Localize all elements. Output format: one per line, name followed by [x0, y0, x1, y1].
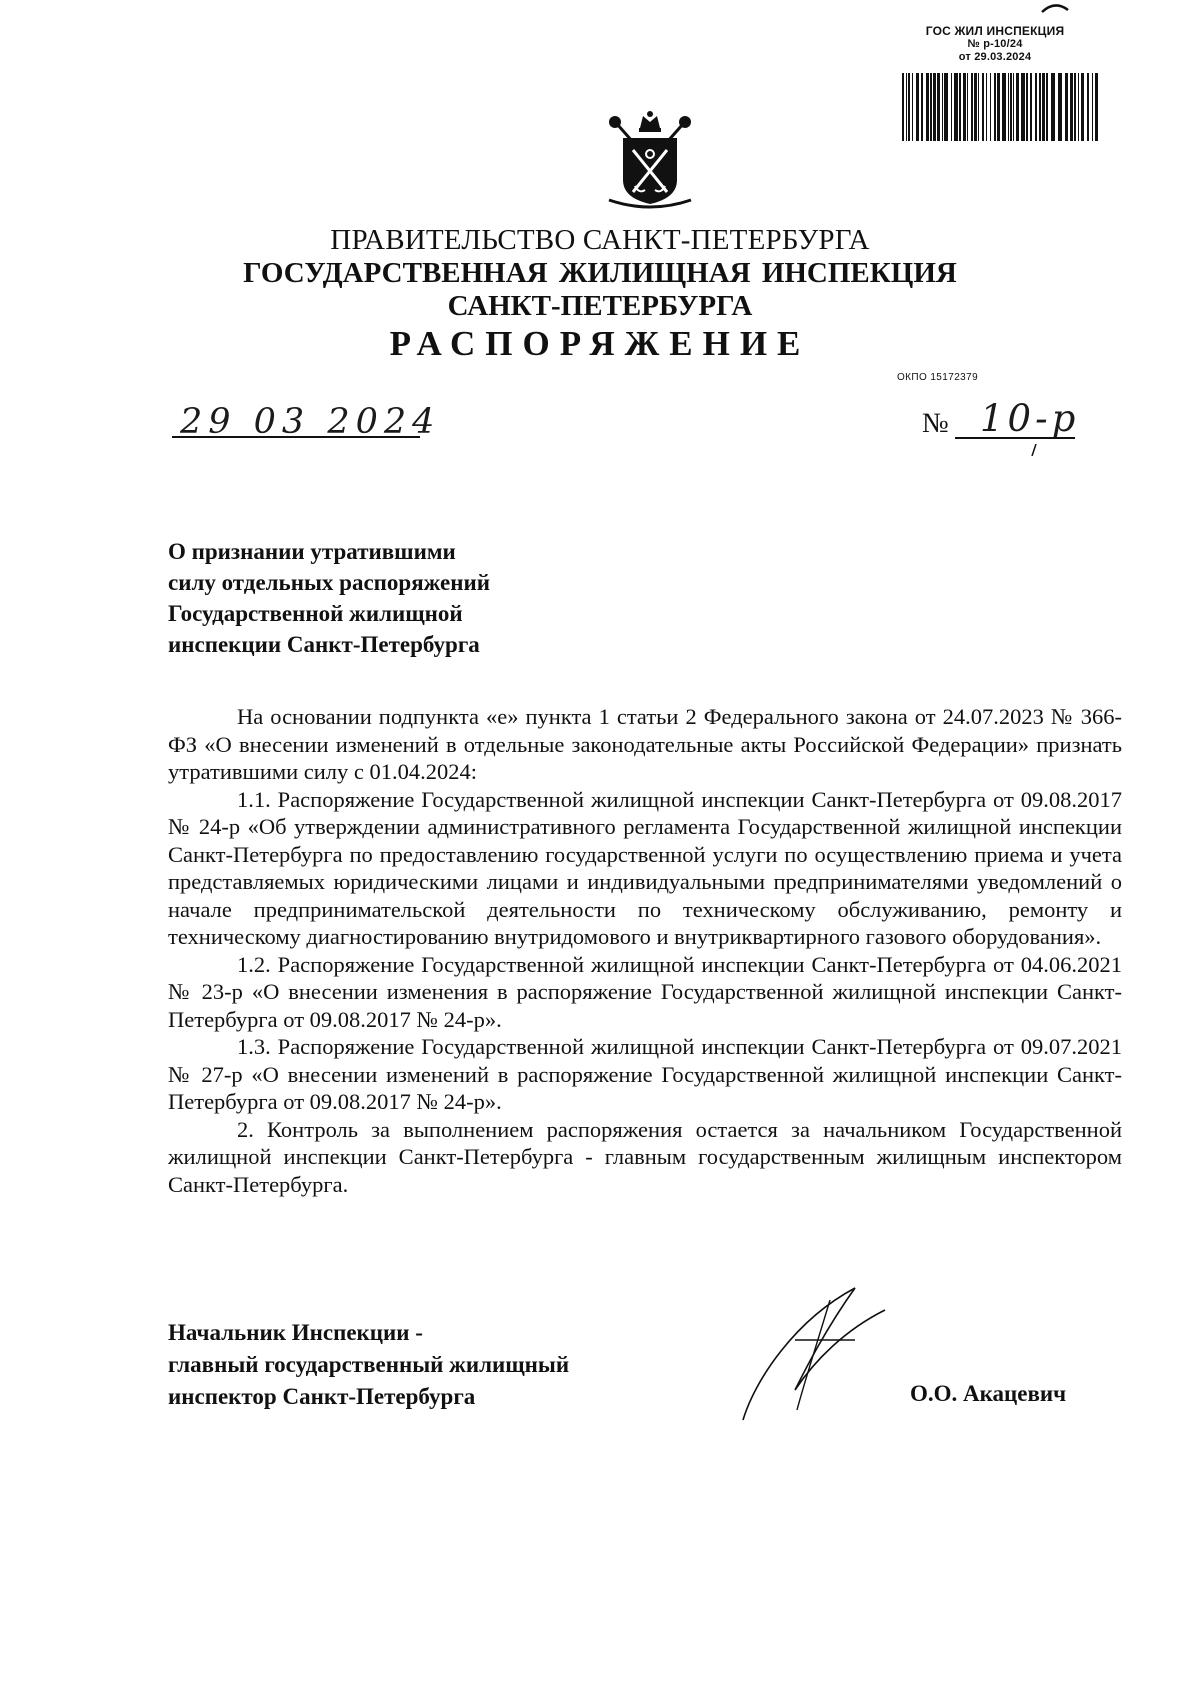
barcode-bar — [1030, 73, 1032, 141]
barcode-bar — [1002, 73, 1006, 141]
barcode-bar — [1095, 73, 1098, 141]
barcode-bar — [951, 73, 952, 141]
subject-line: Государственной жилищной — [168, 601, 463, 626]
intro-paragraph: На основании подпункта «е» пункта 1 статьи 2 Федерального закона от 24.07.2023 № 366-ФЗ «О внесении изменений в отдельные законодательные акты Российской Федерации» признать утратившими силу с 01.04.2024: — [168, 704, 1122, 784]
barcode-bar — [933, 73, 936, 141]
barcode-bar — [921, 73, 923, 141]
barcode-bar — [1008, 73, 1009, 141]
barcode-bar — [954, 73, 958, 141]
barcode-bar — [1016, 73, 1019, 141]
handwritten-number: 10-р — [980, 397, 1080, 440]
item-1-3: 1.3. Распоряжение Государственной жилищной инспекции Санкт-Петербурга от 09.07.2021 № 27-р «О внесении изменений в распоряжение Государственной жилищной инспекции Санкт-Петербурга от 09.08.2017 № 24-р». — [168, 1034, 1122, 1114]
barcode-bar — [916, 73, 919, 141]
barcode-bar — [908, 73, 910, 141]
signatory-name: О.О. Акацевич — [910, 1381, 1067, 1406]
stamp-line-3: от 29.03.2024 — [958, 51, 1032, 63]
subject-line: инспекции Санкт-Петербурга — [168, 632, 480, 657]
barcode-bar — [937, 73, 940, 141]
barcode-bar — [930, 73, 932, 141]
barcode-bar — [971, 73, 973, 141]
inspection-name: ГОСУДАРСТВЕННАЯ ЖИЛИЩНАЯ ИНСПЕКЦИЯ — [243, 257, 957, 289]
pen-tick-icon — [1030, 444, 1038, 456]
inspection-city: САНКТ-ПЕТЕРБУРГА — [447, 290, 753, 322]
item-1-2: 1.2. Распоряжение Государственной жилищной инспекции Санкт-Петербурга от 04.06.2021 № 23-р «О внесении изменения в распоряжение Государственной жилищной инспекции Санкт-Петербурга от 09.08.2017 № 24-р». — [168, 951, 1122, 1032]
position-line: главный государственный жилищный — [168, 1352, 570, 1377]
barcode-bar — [1035, 73, 1037, 141]
registration-stamp — [890, 25, 1100, 64]
stamp-line-2: № р-10/24 — [967, 38, 1023, 50]
stamp-mark-icon — [1040, 0, 1070, 14]
barcode-bar — [1092, 73, 1093, 141]
document-subject — [168, 536, 490, 660]
barcode-bar — [1042, 73, 1045, 141]
item-2: 2. Контроль за выполнением распоряжения остается за начальником Государственной жилищной инспекции Санкт-Петербурга - главным государственным жилищным инспектором Санкт-Петербурга. — [168, 1116, 1122, 1197]
barcode-bar — [990, 73, 991, 141]
barcode-bar — [1058, 73, 1062, 141]
document-body — [168, 703, 1122, 1198]
stamp-line-1: ГОС ЖИЛ ИНСПЕКЦИЯ — [925, 24, 1065, 38]
barcode-bar — [912, 73, 913, 141]
barcode-bar — [906, 73, 907, 141]
barcode-bar — [1070, 73, 1073, 141]
position-line: инспектор Санкт-Петербурга — [168, 1384, 476, 1409]
barcode-bar — [994, 73, 996, 141]
barcode-bar — [986, 73, 987, 141]
saint-petersburg-coat-of-arms-icon — [595, 110, 705, 210]
barcode-bar — [1013, 73, 1014, 141]
barcode-bar — [1010, 73, 1012, 141]
handwritten-signature-icon — [735, 1280, 895, 1425]
barcode-bar — [1087, 73, 1089, 141]
barcode-bar — [1039, 73, 1041, 141]
item-1-1: 1.1. Распоряжение Государственной жилищной инспекции Санкт-Петербурга от 09.08.2017 № 24-р «Об утверждении административного регламента Государственной жилищной инспекции Санкт-Петербурга по предоставлению государственной услуги по осуществлению приема и учета представляемых юридическими лицами и индивидуальными предпринимателями уведомлений о начале предпринимательской деятельности по техническому обслуживанию, ремонту и техническому диагностированию внутридомового и внутриквартирного газового оборудования». — [168, 786, 1122, 949]
position-line: Начальник Инспекции - — [168, 1320, 423, 1345]
barcode-bar — [1026, 73, 1028, 141]
barcode-bar — [997, 73, 1000, 141]
date-underline — [172, 436, 420, 438]
government-name: ПРАВИТЕЛЬСТВО САНКТ-ПЕТЕРБУРГА — [330, 224, 870, 256]
barcode-bar — [1046, 73, 1048, 141]
barcode-bar — [1078, 73, 1079, 141]
barcode-bar — [1065, 73, 1068, 141]
barcode-bar — [944, 73, 948, 141]
barcode-bar — [1081, 73, 1084, 141]
barcode-bar — [1051, 73, 1055, 141]
barcode-bar — [942, 73, 943, 141]
barcode-bar — [1021, 73, 1025, 141]
number-sign: № — [922, 408, 949, 439]
barcode-bar — [902, 73, 904, 141]
barcode-bar — [982, 73, 984, 141]
barcode-icon — [900, 73, 1100, 141]
subject-line: О признании утратившими — [168, 539, 456, 564]
handwritten-date: 29 03 2024 — [180, 402, 441, 442]
barcode-bar — [926, 73, 929, 141]
barcode-bar — [963, 73, 966, 141]
number-underline — [955, 437, 1075, 439]
okpo-code: ОКПО 15172379 — [897, 372, 979, 383]
document-type: РАСПОРЯЖЕНИЕ — [389, 324, 811, 363]
signatory-position — [168, 1317, 569, 1413]
barcode-bar — [974, 73, 977, 141]
subject-line: силу отдельных распоряжений — [168, 570, 490, 595]
barcode-bar — [978, 73, 979, 141]
barcode-bar — [959, 73, 961, 141]
barcode-bar — [967, 73, 968, 141]
barcode-bar — [1074, 73, 1076, 141]
